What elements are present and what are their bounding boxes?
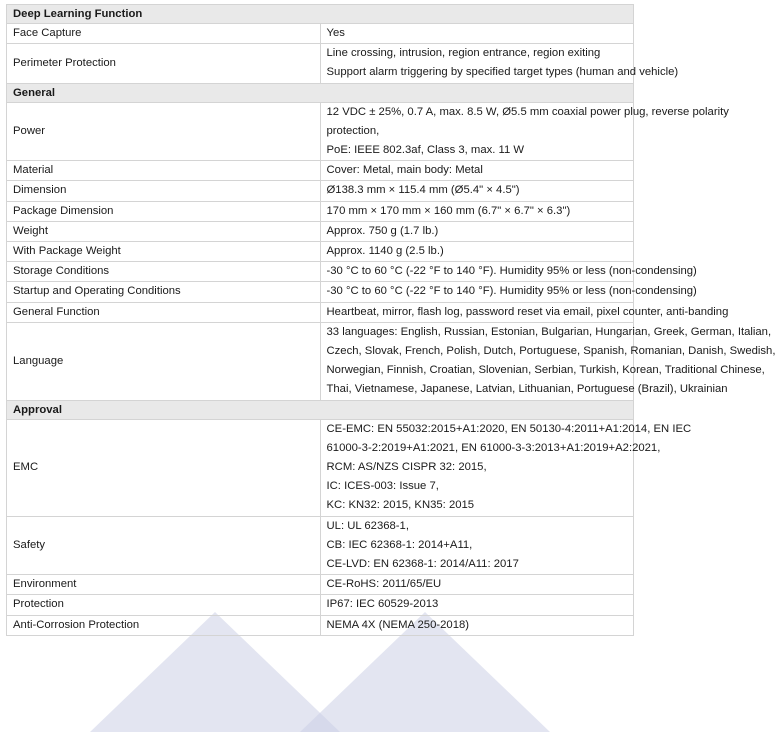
spec-row xyxy=(7,595,634,615)
spec-key: Startup and Operating Conditions xyxy=(7,282,321,302)
spec-row xyxy=(7,221,634,241)
spec-value-line: -30 °C to 60 °C (-22 °F to 140 °F). Humidity 95% or less (non-condensing) xyxy=(326,285,697,298)
section-header xyxy=(7,83,634,102)
spec-value-line: Heartbeat, mirror, flash log, password reset via email, pixel counter, anti-banding xyxy=(326,305,729,318)
spec-row xyxy=(7,322,634,400)
section-header xyxy=(7,5,634,24)
spec-key: Weight xyxy=(7,221,321,241)
spec-value-line: 61000-3-2:2019+A1:2021, EN 61000-3-3:2013+A1:2019+A2:2021, xyxy=(326,441,661,454)
spec-row xyxy=(7,44,634,83)
spec-value-line: CB: IEC 62368-1: 2014+A11, xyxy=(326,538,473,551)
spec-value-line: IC: ICES-003: Issue 7, xyxy=(326,480,439,493)
spec-key: Anti-Corrosion Protection xyxy=(7,615,321,635)
spec-key: Perimeter Protection xyxy=(7,44,321,83)
spec-key: Environment xyxy=(7,575,321,595)
spec-value-line: NEMA 4X (NEMA 250-2018) xyxy=(326,618,470,631)
spec-value-line: Approx. 750 g (1.7 lb.) xyxy=(326,224,439,237)
spec-key: EMC xyxy=(7,419,321,516)
spec-value xyxy=(320,102,729,161)
spec-value xyxy=(320,161,634,181)
spec-value xyxy=(320,615,634,635)
spec-value-line: Yes xyxy=(326,27,345,39)
spec-value-line: Czech, Slovak, French, Polish, Dutch, Portuguese, Spanish, Romanian, Danish, Swedish, xyxy=(326,345,775,358)
spec-key: Power xyxy=(7,102,321,161)
spec-key: Protection xyxy=(7,595,321,615)
spec-value-line: CE-RoHS: 2011/65/EU xyxy=(326,578,442,591)
spec-row xyxy=(7,24,634,44)
spec-row xyxy=(7,282,634,302)
spec-value-line: RCM: AS/NZS CISPR 32: 2015, xyxy=(326,461,487,474)
spec-table xyxy=(6,4,775,636)
spec-key: Package Dimension xyxy=(7,201,321,221)
spec-value xyxy=(320,242,634,262)
spec-value xyxy=(320,419,692,516)
spec-value xyxy=(320,322,775,400)
spec-value-line: 33 languages: English, Russian, Estonian, Bulgarian, Hungarian, Greek, German, Italian, xyxy=(326,325,772,338)
spec-row xyxy=(7,615,634,635)
spec-value xyxy=(320,44,679,83)
spec-key: Language xyxy=(7,322,321,400)
spec-table-wrapper xyxy=(6,4,775,636)
section-title: General xyxy=(7,83,634,102)
spec-value-line: -30 °C to 60 °C (-22 °F to 140 °F). Humidity 95% or less (non-condensing) xyxy=(326,265,697,278)
spec-row xyxy=(7,161,634,181)
spec-value-line: KC: KN32: 2015, KN35: 2015 xyxy=(326,499,475,512)
spec-value-line: Line crossing, intrusion, region entrance, region exiting xyxy=(326,47,601,60)
spec-value-line: Cover: Metal, main body: Metal xyxy=(326,164,483,177)
spec-row xyxy=(7,262,634,282)
spec-key: Storage Conditions xyxy=(7,262,321,282)
spec-value-line: Ø138.3 mm × 115.4 mm (Ø5.4" × 4.5") xyxy=(326,184,520,197)
spec-value xyxy=(320,282,697,302)
spec-value-line: Thai, Vietnamese, Japanese, Latvian, Lithuanian, Portuguese (Brazil), Ukrainian xyxy=(326,383,728,396)
spec-value-line: IP67: IEC 60529-2013 xyxy=(326,598,439,611)
spec-value xyxy=(320,262,697,282)
spec-value-line: Support alarm triggering by specified target types (human and vehicle) xyxy=(326,66,679,79)
section-title: Approval xyxy=(7,400,634,419)
spec-value xyxy=(320,595,634,615)
spec-value xyxy=(320,201,634,221)
spec-value xyxy=(320,221,634,241)
spec-value xyxy=(320,302,729,322)
spec-row xyxy=(7,419,634,516)
spec-key: Safety xyxy=(7,516,321,575)
spec-value-line: protection, xyxy=(326,124,380,137)
spec-value xyxy=(320,181,634,201)
spec-row xyxy=(7,102,634,161)
spec-value-line: Approx. 1140 g (2.5 lb.) xyxy=(326,245,444,258)
spec-key: Face Capture xyxy=(7,24,321,44)
spec-table-body xyxy=(7,5,775,636)
spec-key: Material xyxy=(7,161,321,181)
spec-key: With Package Weight xyxy=(7,242,321,262)
spec-value xyxy=(320,516,634,575)
section-title: Deep Learning Function xyxy=(7,5,634,24)
spec-row xyxy=(7,201,634,221)
spec-value-line: PoE: IEEE 802.3af, Class 3, max. 11 W xyxy=(326,144,525,157)
spec-key: General Function xyxy=(7,302,321,322)
spec-value-line: CE-LVD: EN 62368-1: 2014/A11: 2017 xyxy=(326,558,519,571)
spec-value-line: CE-EMC: EN 55032:2015+A1:2020, EN 50130-4:2011+A1:2014, EN IEC xyxy=(326,422,692,435)
spec-value-line: UL: UL 62368-1, xyxy=(326,519,409,532)
spec-key: Dimension xyxy=(7,181,321,201)
spec-row xyxy=(7,181,634,201)
spec-row xyxy=(7,575,634,595)
spec-value xyxy=(320,24,634,44)
spec-value-line: 170 mm × 170 mm × 160 mm (6.7" × 6.7" × 6.3") xyxy=(326,204,571,217)
spec-row xyxy=(7,516,634,575)
spec-row xyxy=(7,242,634,262)
section-header xyxy=(7,400,634,419)
spec-value-line: 12 VDC ± 25%, 0.7 A, max. 8.5 W, Ø5.5 mm coaxial power plug, reverse polarity xyxy=(326,105,729,118)
spec-row xyxy=(7,302,634,322)
spec-value xyxy=(320,575,634,595)
spec-value-line: Norwegian, Finnish, Croatian, Slovenian, Serbian, Turkish, Korean, Traditional Chinese, xyxy=(326,364,765,377)
